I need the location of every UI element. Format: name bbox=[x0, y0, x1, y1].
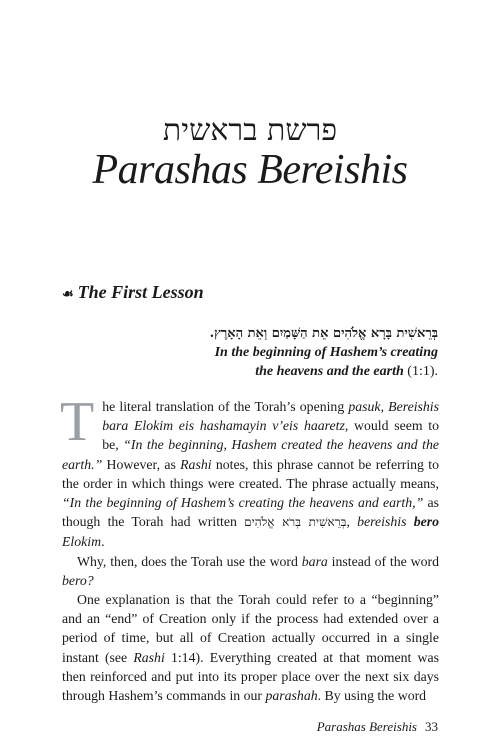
fleuron-ornament-icon: ☙ bbox=[62, 286, 74, 301]
text-run: he literal translation of the Torah’s opening bbox=[102, 399, 349, 414]
verse-translation-line1: In the beginning of Hashem’s creating bbox=[214, 345, 438, 360]
text-run: . bbox=[101, 534, 105, 550]
section-heading bbox=[62, 280, 204, 306]
text-run: Elokim bbox=[62, 534, 102, 550]
verse-hebrew: בְּרֵאשִׁית בָּרָא אֱלֹהִים אֵת הַשָּׁמַיִם וְאֵת הָאָרֶץ. bbox=[209, 326, 438, 341]
text-run: bereishis bbox=[357, 514, 414, 530]
text-run: pasuk bbox=[348, 399, 381, 414]
verse-citation: (1:1). bbox=[407, 364, 438, 379]
text-run: bara bbox=[301, 553, 328, 569]
parasha-title: Parashas Bereishis bbox=[92, 147, 408, 193]
paragraph-2 bbox=[62, 552, 439, 590]
text-run: bero bbox=[413, 514, 439, 530]
text-run: Bereishis bara Elokim eis hashamayin v’eis haaretz bbox=[102, 399, 439, 434]
text-run: Rashi bbox=[180, 456, 212, 472]
verse-translation bbox=[58, 343, 438, 381]
text-run: However, as bbox=[102, 456, 181, 472]
text-run: 1:14). Everything created at that moment was then reinforced and put into its proper place over the next six days through Hashem’s commands in our bbox=[62, 649, 439, 704]
page-footer bbox=[317, 719, 438, 735]
body-text bbox=[60, 391, 439, 705]
verse-translation-line2: the heavens and the earth bbox=[255, 364, 404, 379]
paragraph-3 bbox=[62, 590, 439, 705]
text-run: One explanation is that the Torah could refer to a “beginning” and an “end” of Creation only if the process had extended over a period of time, but all of Creation actually occurred in a single instant (see bbox=[62, 592, 439, 665]
text-run: Rashi bbox=[133, 649, 165, 665]
text-run: as though the Torah had written bbox=[62, 495, 439, 530]
text-run: , bbox=[346, 514, 358, 530]
text-run: notes, this phrase cannot be referring to the order in which things were created. The phrase actually means, bbox=[62, 456, 439, 491]
text-run: instead of the word bbox=[327, 553, 439, 569]
text-run: . By using the word bbox=[317, 688, 427, 704]
hebrew-inline: בְּרֵאשִׁית בְּרֹא אֱלֹהִים bbox=[244, 515, 347, 530]
text-run: , bbox=[380, 399, 389, 414]
paragraph-1 bbox=[60, 391, 439, 552]
text-run: Why, then, does the Torah use the word bbox=[77, 553, 302, 569]
text-run: “In the beginning of Hashem’s creating the heavens and earth,” bbox=[62, 495, 424, 511]
drop-cap: T bbox=[60, 391, 95, 453]
text-run: bero? bbox=[62, 572, 94, 588]
page-number: 33 bbox=[425, 719, 438, 734]
text-run: parashah bbox=[265, 688, 318, 704]
hebrew-parasha-title: פרשת בראשית bbox=[162, 113, 338, 148]
section-heading-text: The First Lesson bbox=[77, 282, 204, 302]
running-title: Parashas Bereishis bbox=[316, 719, 417, 734]
text-run: , would seem to be, bbox=[102, 418, 439, 453]
text-run: “In the beginning, Hashem created the heavens and the earth.” bbox=[62, 437, 439, 472]
